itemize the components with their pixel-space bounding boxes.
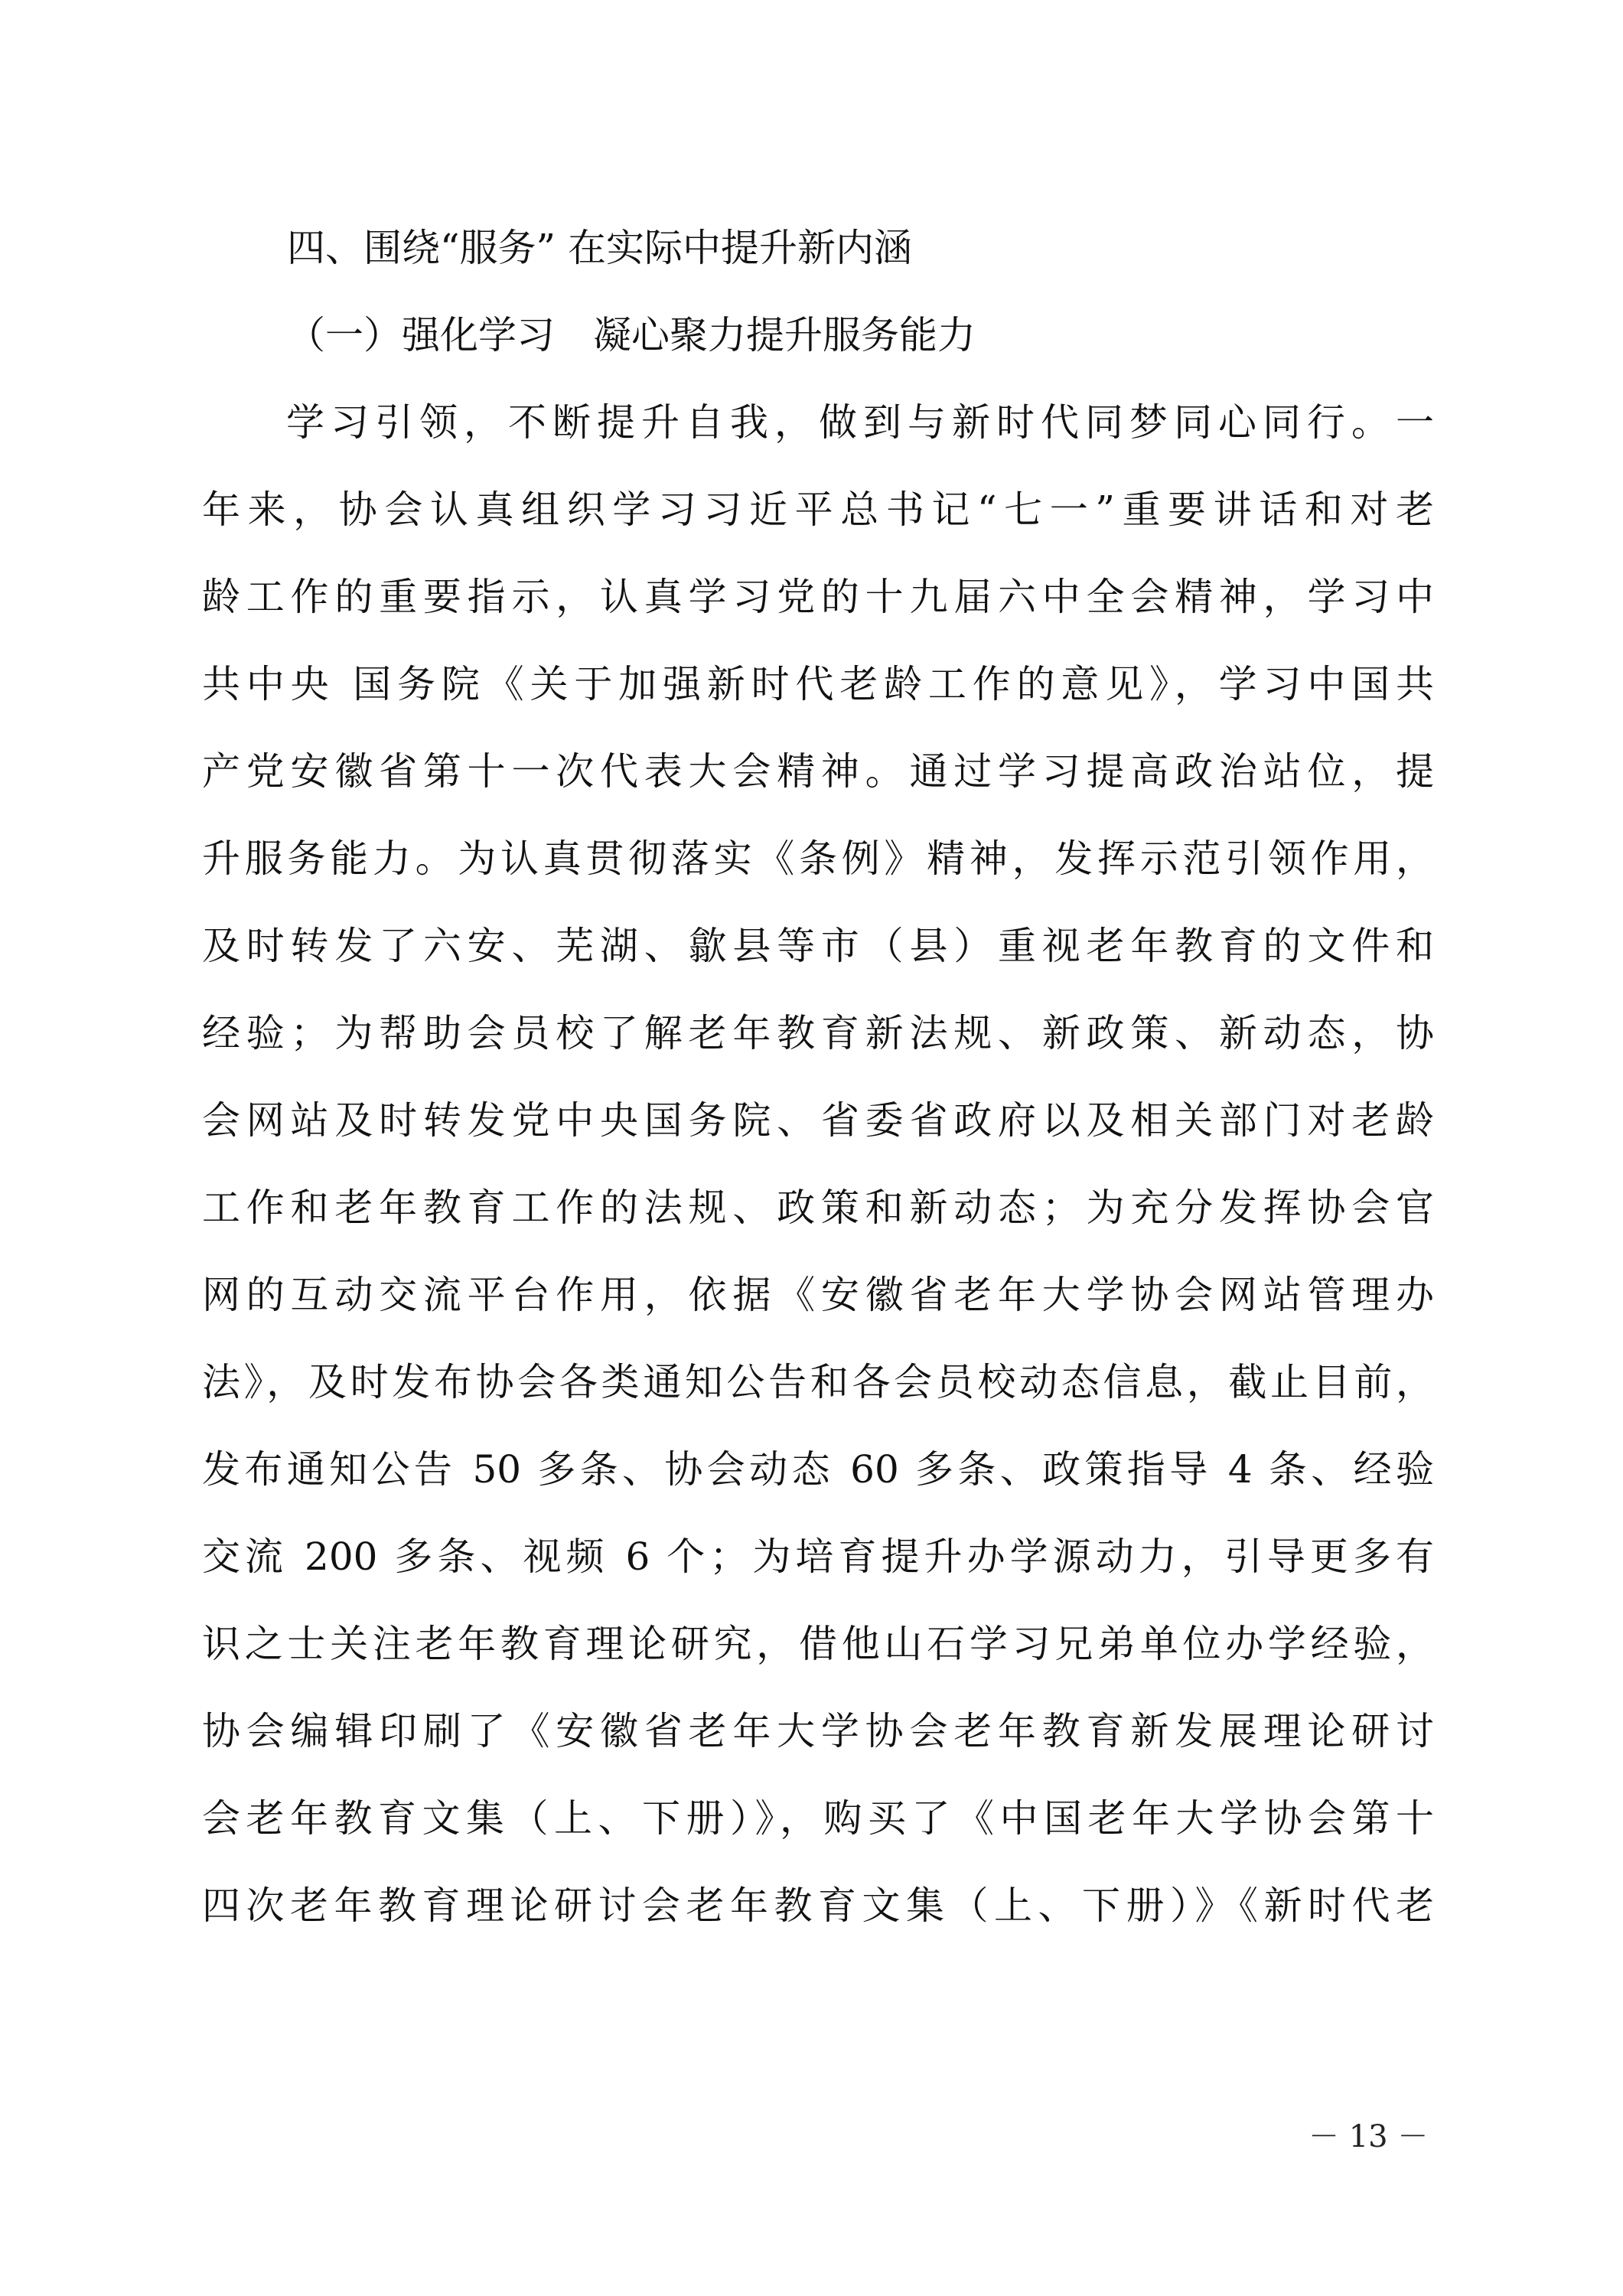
body-line: 网的互动交流平台作用，依据《安徽省老年大学协会网站管理办: [202, 1273, 1434, 1317]
body-line: 会网站及时转发党中央国务院、省委省政府以及相关部门对老龄: [202, 1098, 1434, 1143]
body-line: 及时转发了六安、芜湖、歙县等市（县）重视老年教育的文件和: [202, 924, 1434, 968]
body-line: 共中央 国务院《关于加强新时代老龄工作的意见》，学习中国共: [202, 662, 1434, 706]
body-line: 龄工作的重要指示，认真学习党的十九届六中全会精神，学习中: [202, 575, 1434, 619]
body-line: 经验；为帮助会员校了解老年教育新法规、新政策、新动态，协: [202, 1011, 1434, 1055]
body-line: 工作和老年教育工作的法规、政策和新动态；为充分发挥协会官: [202, 1186, 1434, 1230]
body-line: 法》，及时发布协会各类通知公告和各会员校动态信息，截止目前，: [202, 1360, 1434, 1404]
section-heading: 四、围绕“服务” 在实际中提升新内涵: [287, 226, 913, 270]
body-line: 四次老年教育理论研讨会老年教育文集（上、下册）》《新时代老: [202, 1883, 1434, 1928]
body-line: 产党安徽省第十一次代表大会精神。通过学习提高政治站位，提: [202, 749, 1434, 794]
body-line: 学习引领，不断提升自我，做到与新时代同梦同心同行。一: [286, 400, 1434, 445]
subsection-heading: （一）强化学习 凝心聚力提升服务能力: [287, 313, 976, 357]
body-paragraph: [202, 398, 1434, 1968]
body-line: 会老年教育文集（上、下册）》，购买了《中国老年大学协会第十: [202, 1796, 1434, 1841]
body-line: 升服务能力。为认真贯彻落实《条例》精神，发挥示范引领作用，: [202, 837, 1434, 881]
body-line: 年来，协会认真组织学习习近平总书记“七一”重要讲话和对老: [202, 488, 1434, 532]
body-line: 协会编辑印刷了《安徽省老年大学协会老年教育新发展理论研讨: [202, 1709, 1434, 1753]
body-line: 发布通知公告 50 多条、协会动态 60 多条、政策指导 4 条、经验: [202, 1447, 1434, 1492]
body-line: 识之士关注老年教育理论研究，借他山石学习兄弟单位办学经验，: [202, 1622, 1434, 1666]
page-number: － 13 －: [1309, 2119, 1429, 2154]
body-line: 交流 200 多条、视频 6 个；为培育提升办学源动力，引导更多有: [202, 1534, 1434, 1579]
